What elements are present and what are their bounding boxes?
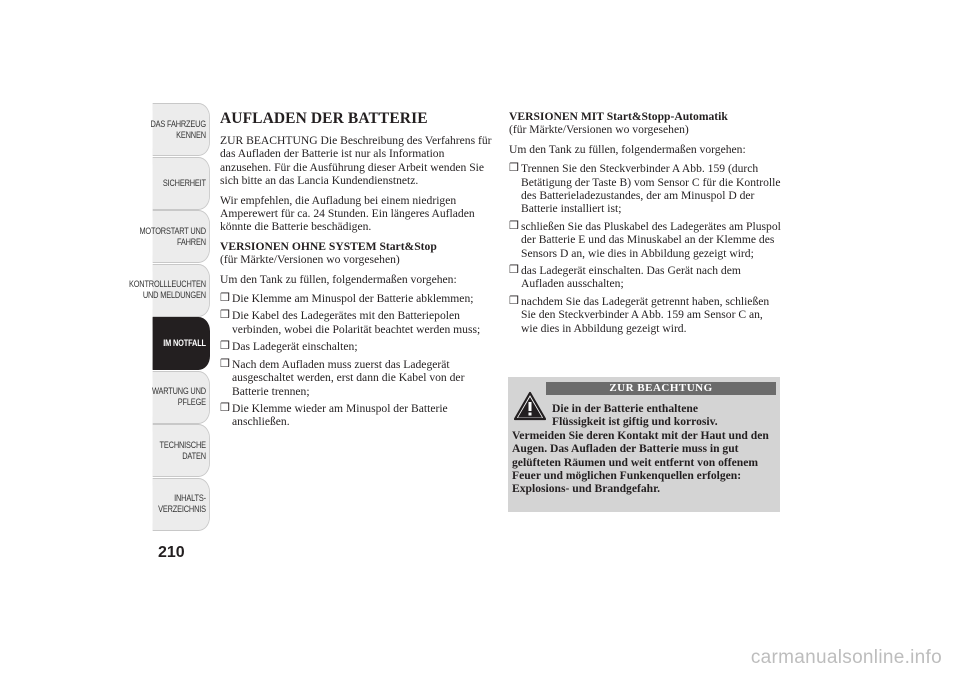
list-item-text: Trennen Sie den Steckverbinder A Abb. 159 (durch Betätigung der Taste B) vom Sensor C für die Kontrolle des Batterieladezustandes, der am Minuspol D der Batterie installiert ist; [521,162,781,216]
right-column [509,110,781,339]
tab-label-line1: INHALTS- [174,493,206,503]
warning-box [508,377,780,512]
tab-label-line1: DAS FAHRZEUG [150,118,206,129]
tab-label-line2: FAHREN [176,236,206,247]
list-item [509,220,781,260]
steps-list [509,162,781,335]
recommendation-paragraph: Wir empfehlen, die Aufladung bei einem niedrigen Amperewert für ca. 24 Stunden. Ein längeres Aufladen könnte die Batterie beschädigen. [220,193,475,234]
tab-technische-daten[interactable] [153,424,210,477]
checkbox-bullet-icon: ❒ [220,357,230,370]
left-column [220,110,492,433]
list-item [509,295,781,335]
checkbox-bullet-icon: ❒ [220,309,230,322]
tab-label-line1: SICHERHEIT [162,177,206,188]
checkbox-bullet-icon: ❒ [509,219,519,232]
list-item-text: schließen Sie das Pluskabel des Ladegerätes am Pluspol der Batterie E und das Minuskabel an der Klemme des Sensors D an, wie dies in Abbildung gezeigt wird; [521,219,781,260]
section-title: VERSIONEN MIT Start&Stopp-Automatik [509,110,728,123]
warning-line1: Die in der Batterie enthaltene [552,402,698,415]
list-item-text: Die Klemme am Minuspol der Batterie abklemmen; [232,292,474,306]
intro-text: Um den Tank zu füllen, folgendermaßen vorgehen: [509,142,746,156]
tab-label-line1: TECHNISCHE [159,439,206,450]
checkbox-bullet-icon: ❒ [509,294,519,307]
steps-list [220,292,492,429]
tab-motorstart-und-fahren[interactable] [139,210,210,263]
intro-text: Um den Tank zu füllen, folgendermaßen vorgehen: [220,272,457,286]
checkbox-bullet-icon: ❒ [220,292,230,305]
tab-label-line1: WARTUNG UND [151,386,206,396]
list-item [220,292,492,305]
tab-sicherheit[interactable] [153,157,210,210]
warning-line2: Flüssigkeit ist giftig und korrosiv. [552,415,718,429]
note-paragraph: ZUR BEACHTUNG Die Beschreibung des Verfahrens für das Aufladen der Batterie ist nur als Information anzusehen. Für die Ausführung dieser Arbeit wenden Sie sich bitte an das Lancia Kundendienstnetz. [220,134,492,188]
list-item-text: Die Klemme wieder am Minuspol der Batterie anschließen. [232,401,448,429]
list-item [220,358,492,398]
tab-label-line2: PFLEGE [177,397,206,407]
list-item-text: Das Ladegerät einschalten; [232,340,358,354]
tab-label-line2: UND MELDUNGEN [142,290,206,300]
section-title: VERSIONEN OHNE SYSTEM Start&Stop [220,239,437,253]
checkbox-bullet-icon: ❒ [220,401,230,414]
section-heading-block [220,240,492,267]
list-item-text: Die Kabel des Ladegerätes mit den Batteriepolen verbinden, wobei die Polarität beachtet werden muss; [232,309,481,336]
tab-im-notfall[interactable] [153,317,210,370]
list-item [509,264,781,291]
list-item [220,402,492,429]
tab-label-line1: IM NOTFALL [163,338,206,348]
chapter-tabs [128,103,210,531]
tab-label-line1: KONTROLLLEUCHTEN [128,279,206,289]
list-item [220,340,492,353]
checkbox-bullet-icon: ❒ [509,162,519,175]
warning-body: Vermeiden Sie deren Kontakt mit der Haut und den Augen. Das Aufladen der Batterie muss in gut gelüfteten Räumen und weit entfernt von offenem Feuer und möglichen Funkenquellen erfolgen: Explosions- und Brandgefahr. [512,428,769,496]
tab-label-line1: MOTORSTART UND [139,225,206,236]
list-item-text: Nach dem Aufladen muss zuerst das Ladegerät ausgeschaltet werden, erst dann die Kabel von der Batterie trennen; [232,357,465,398]
checkbox-bullet-icon: ❒ [220,340,230,353]
section-heading-block [509,110,781,137]
list-item [220,309,492,336]
warning-heading: ZUR BEACHTUNG [546,382,776,395]
tab-das-fahrzeug-kennen[interactable] [150,103,210,156]
watermark: carmanualsonline.info [750,647,942,668]
section-subtitle: (für Märkte/Versionen wo vorgesehen) [220,253,400,267]
tab-kontrollleuchten[interactable] [128,264,210,317]
list-item-text: nachdem Sie das Ladegerät getrennt haben, schließen Sie den Steckverbinder A Abb. 159 am Sensor C an, wie dies in Abbildung gezeigt wird. [521,294,770,335]
page-number: 210 [158,544,185,561]
tab-label-line2: VERZEICHNIS [158,504,206,514]
tab-wartung-und-pflege[interactable] [153,371,210,424]
list-item-text: das Ladegerät einschalten. Das Gerät nach dem Aufladen ausschalten; [521,264,741,291]
warning-text [512,402,776,496]
tab-inhaltsverzeichnis[interactable] [153,478,210,531]
tab-label-line2: KENNEN [176,129,206,140]
checkbox-bullet-icon: ❒ [509,264,519,277]
section-subtitle: (für Märkte/Versionen wo vorgesehen) [509,123,689,137]
page-title: AUFLADEN DER BATTERIE [220,110,428,127]
list-item [509,162,781,216]
tab-label-line2: DATEN [182,450,206,461]
